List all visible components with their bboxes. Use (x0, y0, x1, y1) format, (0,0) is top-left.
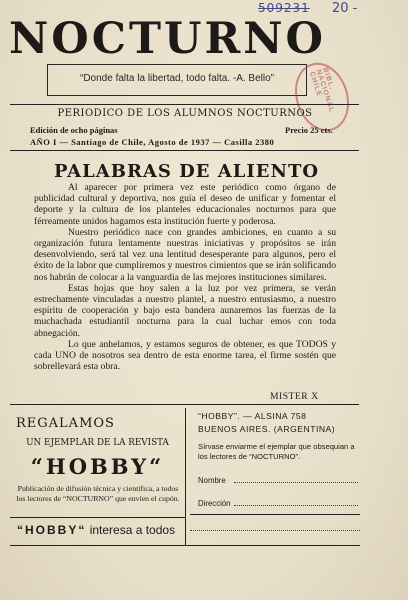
hobby-advertisement (10, 408, 186, 545)
article-paragraph: Estas hojas que hoy salen a la luz por vez primera, se verán estrechamente vinculadas a nuestro plantel, a nuestro entusiasmo, a nuestro espíritu de cooperación y bajo esta bandera aunaremos las fuerzas de la muchachada estudiantil nocturna para la cual luchar emos con toda abnegación. (34, 282, 336, 339)
article-signature: MISTER X (270, 391, 319, 402)
issue-line: AÑO I — Santiago de Chile, Agosto de 1937 — Casilla 2380 (30, 137, 275, 147)
bottom-rule (10, 545, 360, 546)
newspaper-subtitle: PERIODICO DE LOS ALUMNOS NOCTURNOS (57, 108, 313, 119)
coupon-name-label: Nombre (198, 476, 226, 485)
motto-box (47, 64, 307, 96)
article-paragraph: Nuestro periódico nace con grandes ambiciones, en cuanto a su organización futura lentamente nuestras iniciativas y propósitos se irán desenvolviendo, será tal vez una lentitud desesperante para algunos, pero el éxito de la labor que cumpliremos y nuestros cimientos que se irán solificando nos habrán de colocar a la vanguardia de las mejores instituciones similares. (34, 226, 336, 283)
ad-title: REGALAMOS (16, 416, 115, 431)
masthead-title: NOCTURNO (9, 14, 326, 64)
header-bottom-rule (10, 150, 359, 151)
price-note: Precio 25 cts. (285, 125, 333, 135)
ad-magazine-name: “HOBBY“ (30, 454, 165, 479)
coupon-name-field (198, 476, 358, 485)
archive-handwritten-note: 20 - (332, 1, 358, 16)
library-stamp-label: BIBL. NACIONAL CHILE (307, 66, 336, 114)
coupon-city-line: BUENOS AIRES. (ARGENTINA) (198, 424, 336, 434)
motto-text: “Donde falta la libertad, todo falta. -A. Bello” (80, 73, 274, 84)
article-headline: PALABRAS DE ALIENTO (53, 161, 320, 182)
coupon-name-line (234, 482, 358, 483)
header-divider (10, 104, 359, 105)
ad-subtitle: UN EJEMPLAR DE LA REVISTA (26, 438, 169, 448)
coupon-address-line-blank (234, 505, 358, 506)
article-bottom-rule (10, 404, 359, 405)
coupon-address-line: “HOBBY”. — ALSINA 758 (198, 411, 307, 421)
ad-tagline-text: interesa a todos (89, 523, 176, 537)
ad-description: Publicación de difusión técnica y científica, a todos los lectores de “NOCTURNO” que envíen el cupón. (16, 484, 180, 503)
article-body (34, 182, 336, 372)
ad-tagline (17, 523, 175, 537)
edition-note: Edición de ocho páginas (30, 125, 118, 135)
archive-catalog-number: 509231 (258, 1, 310, 15)
coupon-address-label: Dirección (198, 499, 231, 508)
ad-divider (10, 517, 185, 518)
ad-tagline-brand: “HOBBY“ (17, 523, 87, 537)
article-paragraph: Al aparecer por primera vez este periódico como órgano de publicidad cultural y deportiva, nos guía el deseo de unificar y fomentar el deporte y la cultura de los planteles educacionales nocturnos para que férreamente unidos hagamos esta institución fuerte y poderosa. (34, 182, 336, 227)
coupon-address-field (198, 499, 358, 508)
coupon-request-text: Sírvase enviarme el ejemplar que obsequian a los lectores de “NOCTURNO”. (198, 442, 355, 461)
article-paragraph: Lo que anhelamos, y estamos seguros de obtener, es que TODOS y cada UNO de nosotros sea dentro de esta enorme tarea, el firme sostén que sobrellevará esta obra. (34, 338, 336, 373)
